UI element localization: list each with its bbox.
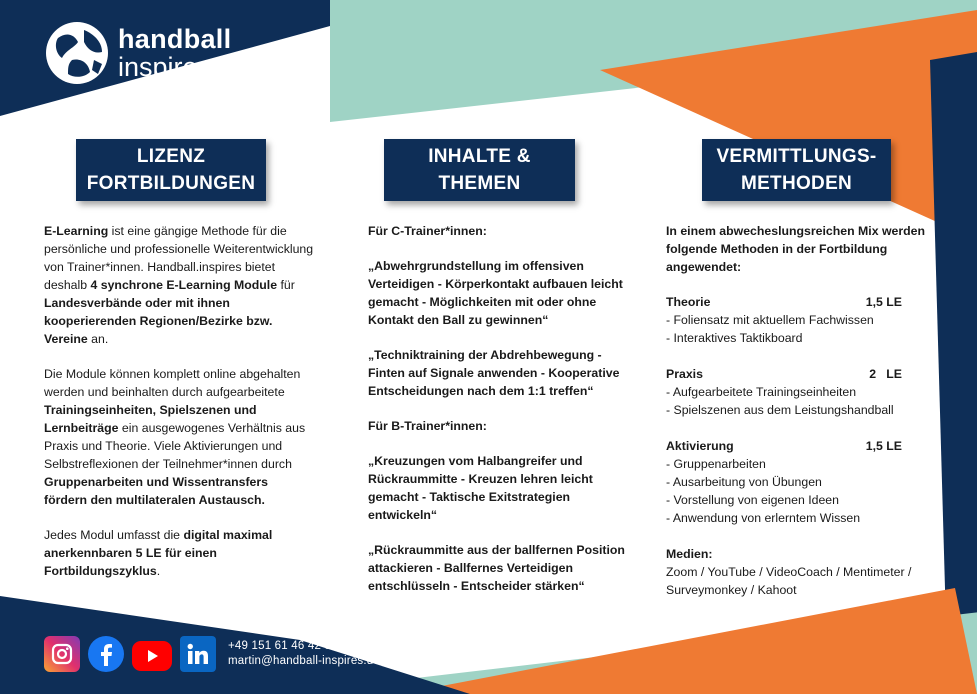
method-header xyxy=(666,293,902,311)
heading-line: THEMEN xyxy=(438,173,521,194)
email-address[interactable]: martin@handball-inspires.de xyxy=(228,655,380,667)
c-topic-1: „Abwehrgrundstellung im offensiven Verteidigen - Körperkontakt aufbauen leicht gemacht - Möglichkeiten mit oder ohne Kontakt den Ball zu gewinnen“ xyxy=(368,259,623,327)
method-le: 1,5 LE xyxy=(865,439,902,453)
text-run: . xyxy=(156,564,161,578)
bold-text-run: digital maximal anerkennbaren 5 LE für einen Fortbildungszyklus xyxy=(44,528,273,578)
lizenz-paragraph-3 xyxy=(44,526,314,580)
bold-text-run: E-Learning xyxy=(44,224,109,238)
column-methoden-text xyxy=(666,222,936,599)
brand-name-line2: inspires. xyxy=(118,51,219,82)
method-name: Theorie xyxy=(666,295,711,309)
method-block xyxy=(666,437,936,527)
method-name: Aktivierung xyxy=(666,439,734,453)
method-item: - Spielszenen aus dem Leistungshandball xyxy=(666,403,894,417)
heading-inhalte-themen xyxy=(384,139,575,201)
media-text: Zoom / YouTube / VideoCoach / Mentimeter / Surveymonkey / Kahoot xyxy=(666,565,912,597)
method-item: - Vorstellung von eigenen Ideen xyxy=(666,493,839,507)
heading-line: VERMITTLUNGS- xyxy=(716,146,877,167)
b-topic-1: „Kreuzungen vom Halbangreifer und Rückraummitte - Kreuzen lehren leicht gemacht - Taktische Exitstrategien entwickeln“ xyxy=(368,454,593,522)
heading-line: FORTBILDUNGEN xyxy=(86,173,256,194)
facebook-icon[interactable] xyxy=(88,636,124,672)
column-inhalte-text xyxy=(368,222,638,595)
linkedin-icon[interactable] xyxy=(180,636,216,672)
lizenz-paragraph-1 xyxy=(44,222,314,348)
bold-text-run: Trainingseinheiten, Spielszenen und Lernbeiträge xyxy=(44,403,257,435)
method-item: - Gruppenarbeiten xyxy=(666,457,766,471)
method-block xyxy=(666,365,936,419)
method-header xyxy=(666,437,902,455)
column-lizenz-text xyxy=(44,222,314,580)
youtube-icon[interactable] xyxy=(132,641,172,671)
lizenz-paragraph-2 xyxy=(44,365,314,509)
text-run: Die Module können komplett online abgehalten werden und beinhalten durch aufgearbeitete xyxy=(44,367,301,399)
methoden-intro: In einem abwecheslungsreichen Mix werden folgende Methoden in der Fortbildung angewendet: xyxy=(666,224,925,274)
heading-vermittlungsmethoden xyxy=(702,139,891,201)
heading-line: METHODEN xyxy=(740,173,853,194)
method-name: Praxis xyxy=(666,367,703,381)
method-item: - Aufgearbeitete Trainingseinheiten xyxy=(666,385,857,399)
heading-lizenz-fortbildungen xyxy=(76,139,266,201)
c-trainer-label: Für C-Trainer*innen: xyxy=(368,224,487,238)
method-le: 1,5 LE xyxy=(865,295,902,309)
c-topic-2: „Techniktraining der Abdrehbewegung - Finten auf Signale anwenden - Kooperative Entscheidungen nach dem 1:1 treffen“ xyxy=(368,348,620,398)
text-run: ein ausgewogenes Verhältnis aus Praxis und Theorie. Viele Aktivierungen und Selbstreflexionen der Teilnehmer*innen durch xyxy=(44,421,306,471)
orange-shape-bottom xyxy=(400,588,977,694)
method-item: - Ausarbeitung von Übungen xyxy=(666,475,822,489)
phone-number[interactable]: +49 151 61 46 42 88 xyxy=(228,640,338,652)
methods-list xyxy=(666,293,936,527)
text-run: Jedes Modul umfasst die xyxy=(44,528,184,542)
heading-line: INHALTE & xyxy=(428,146,531,167)
text-run: für xyxy=(277,278,295,292)
handball-globe-icon xyxy=(44,20,110,86)
b-trainer-label: Für B-Trainer*innen: xyxy=(368,419,487,433)
instagram-icon[interactable] xyxy=(44,636,80,672)
method-le: 2 LE xyxy=(869,367,902,381)
contact-info xyxy=(228,639,380,669)
brand-name-line1: handball xyxy=(118,23,232,54)
b-topic-2: „Rückraummitte aus der ballfernen Position attackieren - Ballfernes Verteidigen entschlüsseln - Entscheider stärken“ xyxy=(368,543,625,593)
bold-text-run: Landesverbände oder mit ihnen kooperierenden Regionen/Bezirke bzw. Vereine xyxy=(44,296,273,346)
bold-text-run: Gruppenarbeiten und Wissentransfers fördern den multilateralen Austausch. xyxy=(44,475,269,507)
bold-text-run: 4 synchrone E-Learning Module xyxy=(90,278,278,292)
media-title: Medien: xyxy=(666,547,713,561)
method-item: - Foliensatz mit aktuellem Fachwissen xyxy=(666,313,874,327)
method-item: - Anwendung von erlerntem Wissen xyxy=(666,511,861,525)
heading-line: LIZENZ xyxy=(136,146,206,167)
method-block xyxy=(666,293,936,347)
text-run: an. xyxy=(87,332,109,346)
footer-contact xyxy=(44,636,380,672)
brand-logo[interactable] xyxy=(44,20,231,86)
method-header xyxy=(666,365,902,383)
media-block xyxy=(666,545,936,599)
method-item: - Interaktives Taktikboard xyxy=(666,331,803,345)
text-run: ist eine gängige Methode für die persönliche und professionelle Weiterentwicklung von Trainer*innen. Handball.inspires bietet deshalb xyxy=(44,224,314,292)
